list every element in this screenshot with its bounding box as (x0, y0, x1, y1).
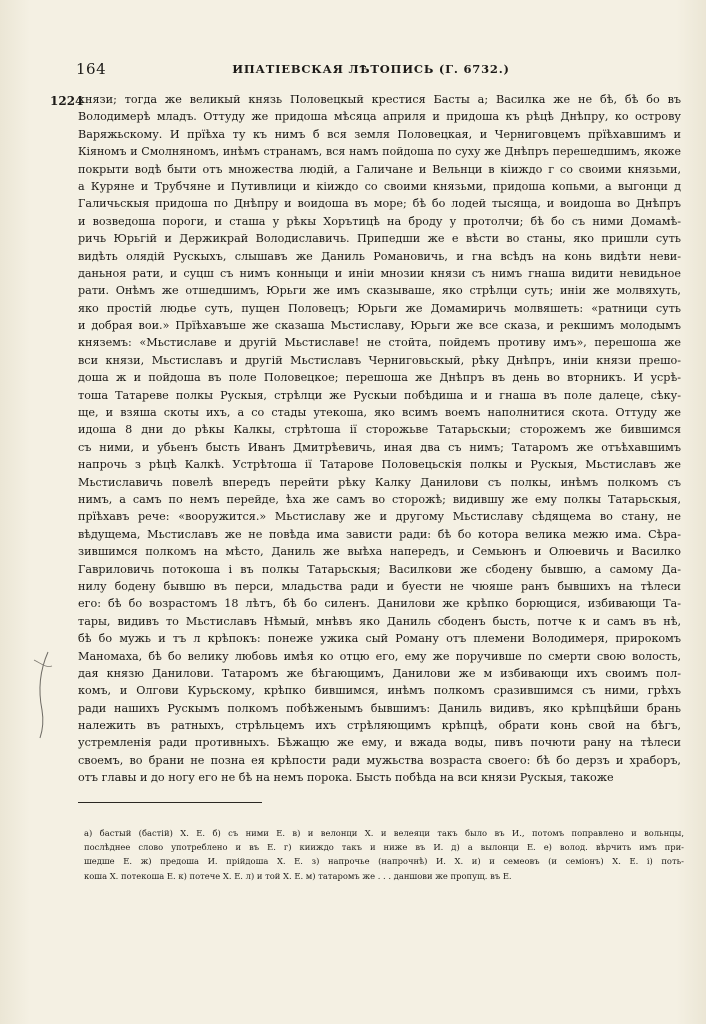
text-line: съ ними, и убьенъ бысть Иванъ Дмитрѣевичь, иная два съ нимъ; Татаромъ же отъѣхавшимъ (78, 440, 681, 454)
text-line: тары, видивъ то Мьстиславъ Нѣмый, мнѣвъ яко Даниль сбоденъ бысть, потче к и самъ въ нѣ, (78, 614, 681, 628)
text-line: а Куряне и Трубчяне и Путивлици и кіиждо со своими князьми, придоша копьми, а выгонци д (78, 179, 681, 193)
text-line: князи; тогда же великый князь Половецкый крестися Басты а; Василка же не бѣ, бѣ бо въ (78, 93, 681, 106)
page-header (76, 60, 666, 80)
text-line: тоша Татареве полкы Рускыя, стрѣлци же Рускыи побѣдиша и и гнаша въ поле далеце, сѣку- (78, 388, 681, 402)
text-line: и возведоша пороги, и сташа у рѣкы Хорътицѣ на броду у протолчи; бѣ бо съ ними Домамѣ- (78, 214, 681, 228)
text-line: бѣ бо мужь и тъ л крѣпокъ: понеже ужика сый Роману отъ племени Володимеря, прирокомъ (78, 632, 681, 646)
text-line: его: бѣ бо возрастомъ 18 лѣтъ, бѣ бо силенъ. Данилови же крѣпко борющися, избивающи Та- (78, 597, 681, 611)
text-line: отъ главы и до ногу его не бѣ на немъ порока. Бысть побѣда на вси князи Рускыя, такоже (78, 771, 614, 785)
margin-year: 1224 (50, 94, 84, 108)
text-line: ради нашихъ Рускымъ полкомъ побѣженымъ бывшимъ: Даниль видивъ, яко крѣпцѣйши брань (78, 701, 681, 715)
text-line: Маномаха, бѣ бо велику любовь имѣя ко отцю его, ему же поручивше по смерти свою волость, (78, 649, 681, 663)
footnote-separator (78, 802, 262, 803)
text-line: належить въ ратныхъ, стрѣльцемъ ихъ стрѣляющимъ крѣпцѣ, обрати конь свой на бѣгъ, (78, 719, 681, 733)
text-line: вси князи, Мьстиславъ и другій Мьстиславъ Черниговьскый, рѣку Днѣпръ, иніи князи прешо- (78, 353, 681, 367)
text-line: зившимся полкомъ на мѣсто, Даниль же выѣха напередъ, и Семьюнъ и Олюевичь и Василко (78, 545, 681, 559)
text-line: доша ж и пойдоша въ поле Половецкое; перешоша же Днѣпръ въ день во вторникъ. И усрѣ- (78, 371, 681, 385)
text-line: покрыти водѣ быти отъ множества людій, а Галичане и Вельнци в кіиждо г со своими князьми, (78, 162, 681, 176)
text-line: дая князю Данилови. Татаромъ же бѣгающимъ, Данилови же м избивающи ихъ своимъ пол- (78, 666, 681, 680)
text-line: идоша 8 дни до рѣкы Калкы, стрѣтоша ії сторожьве Татарьскыи; сторожемъ же бившимся (78, 423, 681, 437)
text-line: княземъ: «Мьстиславе и другій Мьстиславе! не стойта, пойдемъ противу имъ», перешоша же (78, 336, 681, 350)
page-number: 164 (76, 60, 107, 78)
text-line: даньноя рати, и суцш съ нимъ конныци и иніи мнозии князи съ нимъ гнаша видити невидьное (78, 266, 681, 280)
text-line: вѣдущема, Мьстиславъ же не повѣда има зависти ради: бѣ бо котора велика межю има. Сѣра- (78, 527, 681, 541)
text-line: Галичьскыя придоша по Днѣпру и воидоша въ море; бѣ бо лодей тысяща, и воидоша во Днѣпръ (78, 197, 681, 211)
pencil-margin-mark (30, 650, 60, 740)
text-line: яко простій людье суть, пущен Половецъ; Юрьги же Домамиричь молвяшеть: «ратници суть (78, 301, 681, 315)
text-line: видѣть олядій Рускыхъ, слышавъ же Даниль Романовичь, и гна всѣдъ на конь видѣти неви- (78, 249, 681, 263)
footnote-line: послѣднее слово употреблено и въ Е. г) кииждо такъ и ниже въ И. д) а вылонци Е. е) волод. вѣрчить имъ при- (84, 842, 684, 853)
running-title: ИПАТІЕВСКАЯ ЛѢТОПИСЬ (Г. 6732.) (232, 62, 510, 76)
text-line: и добрая вои.» Прїѣхавъше же сказаша Мьстиславу, Юрьги же все сказа, и рекшимъ молодымъ (78, 319, 681, 333)
text-line: Варяжьскому. И прїѣха ту къ нимъ б вся земля Половецкая, и Черниговцемъ прїѣхавшимъ и (78, 127, 681, 141)
footnote-line: а) бастый (бастій) Х. Е. б) съ ними Е. в) и велонци Х. и велеяци такъ было въ И., потомъ поправлено и вольнцы, (84, 828, 684, 838)
text-line: нимъ, а самъ по немъ перейде, ѣха же самъ во сторожѣ; видившу же ему полкы Татарьскыя, (78, 492, 681, 506)
footnote-line: шедше Е. ж) предоша И. прійдоша Х. Е. з) напрочье (напрочнѣ) И. Х. и) и семеовъ (и семіонъ) Х. Е. і) поть- (84, 856, 684, 867)
text-line: ще, и взяша скоты ихъ, а со стады утекоша, яко всимъ воемъ наполнитися скота. Оттуду же (78, 406, 681, 420)
chronicle-body-text (78, 91, 681, 787)
text-line: нилу бодену бывшю въ перси, младьства ради и буести не чюяше ранъ бывшихъ на тѣлеси (78, 579, 681, 593)
footnotes (84, 826, 684, 883)
text-line: Мьстиславичь повелѣ впередъ перейти рѣку Калку Данилови съ полкы, инѣмъ полкомъ съ (78, 475, 681, 489)
text-line: Гавриловичь потокоша і въ полкы Татарьскыя; Василкови же сбодену бывшю, а самому Да- (78, 562, 681, 576)
text-line: устремленія ради противныхъ. Бѣжащю же ему, и вжада воды, пивъ почюти рану на тѣлеси (78, 736, 681, 750)
text-line: Володимерѣ младъ. Оттуду же придоша мѣсяца априля и придоша къ рѣцѣ Днѣпру, ко острову (78, 110, 681, 124)
text-line: Кіяномъ и Смолняномъ, инѣмъ странамъ, вся намъ пойдоша по суху же Днѣпръ перешедшимъ, якоже (78, 145, 681, 159)
text-line: рати. Онѣмъ же отшедшимъ, Юрьги же имъ сказываше, яко стрѣлци суть; иніи же молвяхуть, (78, 284, 681, 298)
text-line: комъ, и Олгови Курьскому, крѣпко бившимся, инѣмъ полкомъ сразившимся съ ними, грѣхъ (78, 684, 681, 698)
text-line: своемъ, во брани не позна ея крѣпости ради мужьства возраста своего: бѣ бо дерзъ и храборъ, (78, 753, 681, 767)
footnote-line: коша Х. потекоша Е. к) потече Х. Е. л) и той Х. Е. м) татаромъ же . . . даншови же пропущ. въ Е. (84, 870, 512, 881)
text-line: ричь Юрьгій и Держикрай Володиславичь. Припедши же е вѣсти во станы, яко пришли суть (78, 232, 681, 246)
text-line: прїѣхавъ рече: «вооружится.» Мьстиславу же и другому Мьстиславу сѣдящема во стану, не (78, 510, 681, 524)
text-line: напрочь з рѣцѣ Калкѣ. Устрѣтоша ії Татарове Половецьскія полкы и Рускыя, Мьстиславъ же (78, 458, 681, 472)
